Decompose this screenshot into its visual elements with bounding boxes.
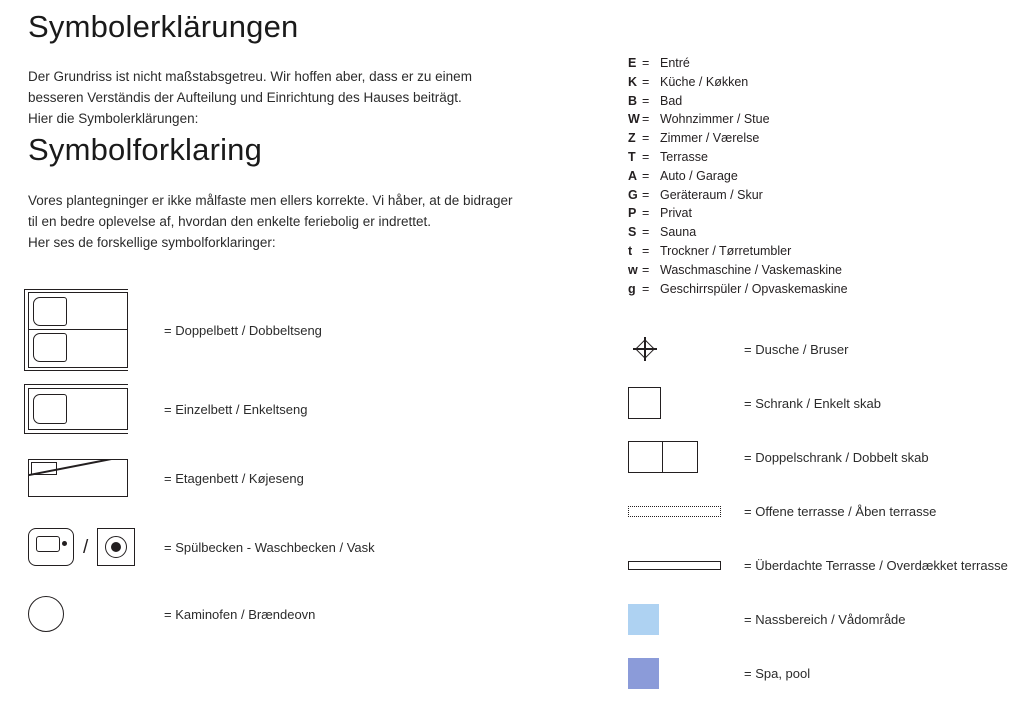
abbreviation-key: T: [628, 149, 636, 164]
abbreviation-row: [628, 112, 1008, 131]
legend-label-double-closet: = Doppelschrank / Dobbelt skab: [744, 449, 929, 465]
shower-icon: [628, 338, 744, 360]
abbreviation-value: Wohnzimmer / Stue: [660, 112, 770, 127]
abbreviation-key: W: [628, 112, 640, 127]
abbreviation-value: Trockner / Tørretumbler: [660, 243, 792, 258]
abbreviation-key: E: [628, 56, 637, 70]
abbreviation-value: Bad: [660, 93, 683, 108]
abbreviation-row: [628, 244, 1008, 263]
legend-label-spa-pool: = Spa, pool: [744, 665, 811, 681]
abbreviation-equals: =: [642, 93, 650, 108]
legend-label-wet-area: = Nassbereich / Vådområde: [744, 611, 906, 627]
slash-separator: /: [83, 536, 89, 558]
abbreviation-row: [628, 94, 1008, 113]
abbreviation-value: Sauna: [660, 225, 697, 240]
abbreviation-equals: =: [642, 56, 650, 70]
legend-item-double-bed: [28, 287, 608, 373]
wet-area-swatch-icon: [628, 604, 744, 635]
abbreviation-key: K: [628, 74, 638, 89]
abbreviation-value: Terrasse: [660, 149, 708, 164]
paragraph-de-line-3: Hier die Symbolerklärungen:: [28, 111, 199, 127]
legend-label-sink: = Spülbecken - Waschbecken / Vask: [164, 539, 375, 555]
single-closet-icon: [628, 387, 744, 419]
abbreviation-row: [628, 263, 1008, 282]
legend-label-bunk-bed: = Etagenbett / Køjeseng: [164, 470, 304, 486]
washbasin-icon: [97, 528, 135, 566]
legend-item-single-closet: [628, 376, 1024, 430]
abbreviation-row: [628, 56, 1008, 75]
covered-terrace-icon: [628, 561, 744, 570]
legend-item-wood-stove: [28, 583, 608, 645]
single-bed-icon: [28, 388, 146, 430]
legend-label-wood-stove: = Kaminofen / Brændeovn: [164, 606, 316, 622]
paragraph-de: [28, 66, 608, 129]
abbreviation-value: Geschirrspüler / Opvaskemaskine: [660, 281, 848, 296]
bunk-bed-icon: [28, 459, 146, 497]
legend-item-open-terrace: [628, 484, 1024, 538]
left-column: [28, 0, 608, 645]
abbreviation-equals: =: [642, 131, 650, 146]
abbreviation-equals: =: [642, 262, 650, 277]
abbreviation-equals: =: [642, 112, 650, 127]
legend-item-double-closet: [628, 430, 1024, 484]
abbreviation-equals: =: [642, 281, 650, 296]
page-title-dk: Symbolforklaring: [28, 132, 263, 168]
spa-pool-swatch-icon: [628, 658, 744, 689]
paragraph-dk-line-3: Her ses de forskellige symbolforklaringer:: [28, 235, 276, 251]
abbreviation-row: [628, 75, 1008, 94]
abbreviation-row: [628, 169, 1008, 188]
legend-item-wet-area: [628, 592, 1024, 646]
legend-item-single-bed: [28, 373, 608, 445]
abbreviation-key: G: [628, 187, 638, 202]
paragraph-de-line-2: besseren Verständis der Aufteilung und Einrichtung des Hauses beiträgt.: [28, 90, 462, 106]
legend-item-bunk-bed: [28, 445, 608, 511]
abbreviation-value: Entré: [660, 56, 690, 70]
legend-item-shower: [628, 322, 1024, 376]
sink-icon: [28, 528, 74, 566]
abbreviation-list: [628, 56, 1008, 300]
legend-label-covered-terrace: = Überdachte Terrasse / Overdækket terrasse: [744, 557, 1008, 573]
legend-label-single-closet: = Schrank / Enkelt skab: [744, 395, 881, 411]
double-closet-icon: [628, 441, 744, 473]
abbreviation-key: Z: [628, 131, 636, 146]
abbreviation-key: B: [628, 93, 638, 108]
legend-label-double-bed: = Doppelbett / Dobbeltseng: [164, 322, 322, 338]
abbreviation-value: Auto / Garage: [660, 168, 738, 183]
paragraph-dk-line-2: til en bedre oplevelse af, hvordan den enkelte feriebolig er indrettet.: [28, 214, 432, 230]
left-symbol-list: [28, 287, 608, 645]
abbreviation-equals: =: [642, 225, 650, 240]
abbreviation-equals: =: [642, 206, 650, 221]
abbreviation-value: Geräteraum / Skur: [660, 187, 763, 202]
legend-item-sink: [28, 511, 608, 583]
abbreviation-row: [628, 282, 1008, 301]
abbreviation-row: [628, 225, 1008, 244]
abbreviation-equals: =: [642, 168, 650, 183]
abbreviation-row: [628, 131, 1008, 150]
abbreviation-key: t: [628, 243, 633, 258]
abbreviation-row: [628, 188, 1008, 207]
legend-item-covered-terrace: [628, 538, 1024, 592]
abbreviation-equals: =: [642, 243, 650, 258]
abbreviation-row: [628, 206, 1008, 225]
abbreviation-key: P: [628, 206, 637, 221]
sink-washbasin-icon: [28, 528, 146, 566]
abbreviation-value: Waschmaschine / Vaskemaskine: [660, 262, 843, 277]
abbreviation-equals: =: [642, 74, 650, 89]
abbreviation-equals: =: [642, 149, 650, 164]
paragraph-dk-line-1: Vores plantegninger er ikke målfaste men ellers korrekte. Vi håber, at de bidrager: [28, 193, 513, 209]
abbreviation-value: Küche / Køkken: [660, 74, 749, 89]
abbreviation-value: Zimmer / Værelse: [660, 131, 760, 146]
wood-stove-icon: [28, 596, 146, 632]
abbreviation-key: S: [628, 225, 637, 240]
abbreviation-key: g: [628, 281, 636, 296]
abbreviation-key: A: [628, 168, 638, 183]
right-symbol-list: [628, 322, 1024, 700]
page-title-de: Symbolerklärungen: [28, 9, 299, 44]
open-terrace-icon: [628, 506, 744, 517]
abbreviation-key: w: [628, 262, 638, 277]
abbreviation-row: [628, 150, 1008, 169]
abbreviation-value: Privat: [660, 206, 692, 221]
legend-label-open-terrace: = Offene terrasse / Åben terrasse: [744, 503, 937, 519]
legend-label-single-bed: = Einzelbett / Enkeltseng: [164, 401, 308, 417]
paragraph-de-line-1: Der Grundriss ist nicht maßstabsgetreu. Wir hoffen aber, dass er zu einem: [28, 69, 472, 85]
legend-item-spa-pool: [628, 646, 1024, 700]
legend-label-shower: = Dusche / Bruser: [744, 341, 849, 357]
abbreviation-equals: =: [642, 187, 650, 202]
double-bed-icon: [28, 292, 146, 368]
paragraph-dk: [28, 190, 608, 253]
